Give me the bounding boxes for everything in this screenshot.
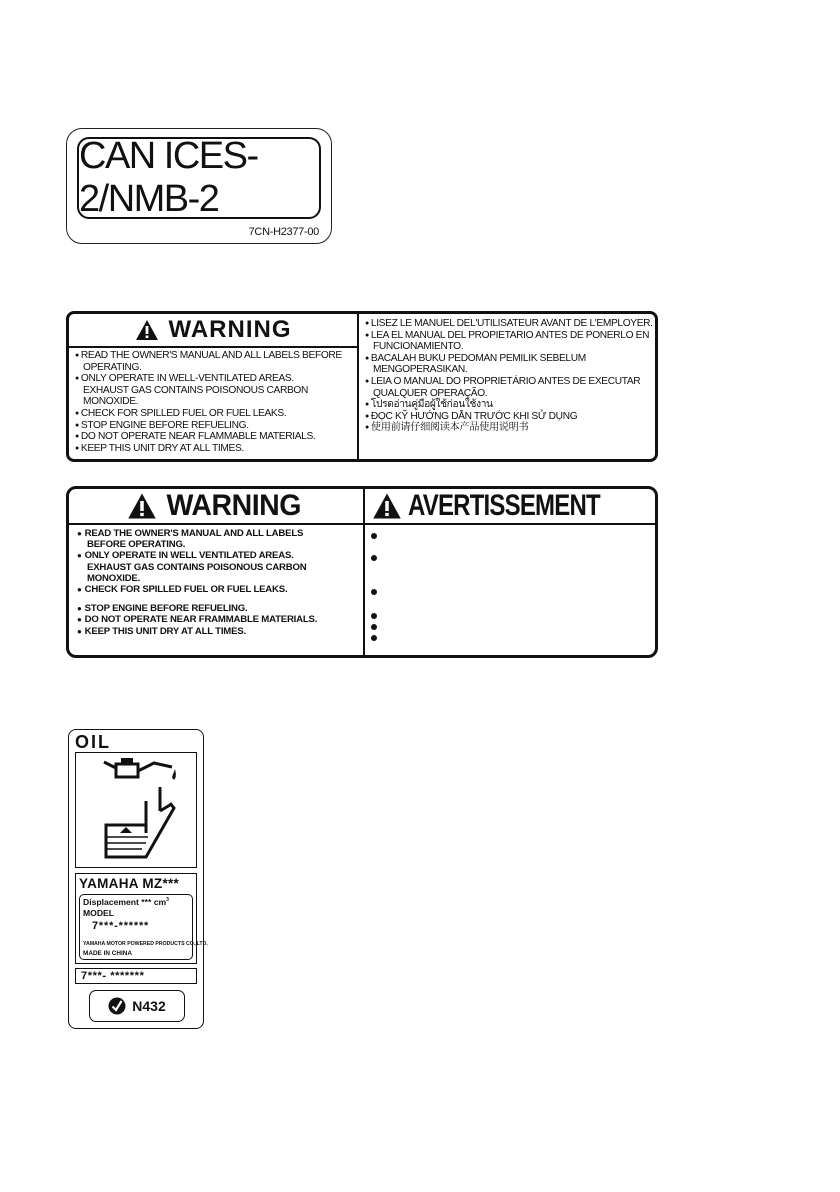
warning-english-list	[73, 350, 355, 454]
oil-icon-box	[75, 752, 197, 868]
warning-item: EXHAUST GAS CONTAINS POISONOUS CARBON	[87, 561, 307, 573]
column-divider	[357, 314, 359, 459]
translation-item: ● BACALAH BUKU PEDOMAN PEMILIK SEBELUM MENGOPERASIKAN.	[363, 353, 655, 376]
translation-item: ● 使用前请仔细阅读本产品使用说明书	[363, 422, 655, 434]
warning-item: ● CHECK FOR SPILLED FUEL OR FUEL LEAKS.	[73, 408, 355, 420]
warning-item: ● READ THE OWNER'S MANUAL AND ALL LABELS BEFORE OPERATING.	[73, 350, 355, 373]
bullet-icon	[371, 589, 377, 595]
bullet-icon	[371, 635, 377, 641]
warning-header	[69, 314, 357, 348]
warning-item: ● ONLY OPERATE IN WELL VENTILATED AREAS.	[75, 550, 359, 561]
oil-level-icon	[76, 753, 195, 866]
oil-product-label	[68, 729, 208, 1029]
avertissement-header	[365, 489, 655, 525]
can-ices-part-code: 7CN-H2377-00	[248, 226, 319, 238]
warning-triangle-icon	[135, 319, 159, 341]
bullet-icon	[371, 624, 377, 630]
rcm-mark-box	[89, 990, 185, 1022]
translation-item: ● ĐỌC KỸ HƯỚNG DẪN TRƯỚC KHI SỬ DỤNG	[363, 411, 655, 423]
warning-english-list	[75, 528, 359, 637]
warning-label-bilingual	[66, 486, 658, 658]
translation-item: ● LEA EL MANUAL DEL PROPIETARIO ANTES DE PONERLO EN FUNCIONAMIENTO.	[363, 330, 655, 353]
warning-item: MONOXIDE.	[87, 572, 141, 584]
bullet-icon	[371, 613, 377, 619]
manufacturer-text: YAMAHA MOTOR POWERED PRODUCTS CO.,LTD.	[83, 941, 208, 947]
bullet-icon	[371, 555, 377, 561]
warning-item: ● KEEP THIS UNIT DRY AT ALL TIMES.	[73, 443, 355, 455]
can-ices-label	[66, 128, 332, 244]
warning-item: ● CHECK FOR SPILLED FUEL OR FUEL LEAKS.	[75, 584, 359, 595]
warning-item: ● ONLY OPERATE IN WELL-VENTILATED AREAS.	[73, 373, 355, 385]
translation-item: ● LISEZ LE MANUEL DEL'UTILISATEUR AVANT DE L'EMPLOYER.	[363, 318, 655, 330]
rcm-check-icon	[108, 997, 126, 1015]
warning-item: ● DO NOT OPERATE NEAR FRAMMABLE MATERIALS.	[75, 614, 359, 625]
warning-label-multilingual	[66, 311, 658, 462]
product-info-box	[75, 873, 208, 964]
warning-triangle-icon	[372, 492, 402, 520]
model-value: 7***-******	[92, 920, 150, 932]
rcm-code: N432	[132, 998, 166, 1014]
bullet-icon	[371, 533, 377, 539]
model-label: MODEL	[83, 908, 115, 918]
warning-item: ● READ THE OWNER'S MANUAL AND ALL LABELS	[75, 528, 359, 539]
warning-title: WARNING	[168, 316, 292, 343]
warning-header	[69, 489, 363, 525]
can-ices-text: CAN ICES-2/NMB-2	[79, 135, 258, 220]
avertissement-title: AVERTISSEMENT	[408, 489, 600, 522]
warning-item: ● KEEP THIS UNIT DRY AT ALL TIMES.	[75, 626, 359, 637]
product-brand: YAMAHA MZ***	[79, 876, 180, 891]
can-ices-inner-frame	[77, 137, 321, 219]
made-in-text: MADE IN CHINA	[83, 950, 132, 957]
warning-item: ● STOP ENGINE BEFORE REFUELING.	[75, 603, 359, 614]
warning-item: EXHAUST GAS CONTAINS POISONOUS CARBON MONOXIDE.	[83, 384, 308, 408]
serial-number: 7***- *******	[75, 968, 197, 984]
warning-title: WARNING	[166, 489, 302, 522]
warning-triangle-icon	[127, 492, 157, 520]
warning-item: ● STOP ENGINE BEFORE REFUELING.	[73, 420, 355, 432]
warning-item: BEFORE OPERATING.	[87, 539, 186, 551]
translation-item: ● โปรดอ่านคู่มือผู้ใช้ก่อนใช้งาน	[363, 399, 655, 411]
oil-title: OIL	[75, 732, 111, 752]
warning-translations-list	[363, 318, 655, 434]
product-detail-box	[79, 894, 208, 960]
translation-item: ● LEIA O MANUAL DO PROPRIETÁRIO ANTES DE EXECUTAR QUALQUER OPERAÇÃO.	[363, 376, 655, 399]
displacement-text: Displacement *** $cm^3$	[83, 897, 169, 907]
warning-item: ● DO NOT OPERATE NEAR FLAMMABLE MATERIALS.	[73, 431, 355, 443]
